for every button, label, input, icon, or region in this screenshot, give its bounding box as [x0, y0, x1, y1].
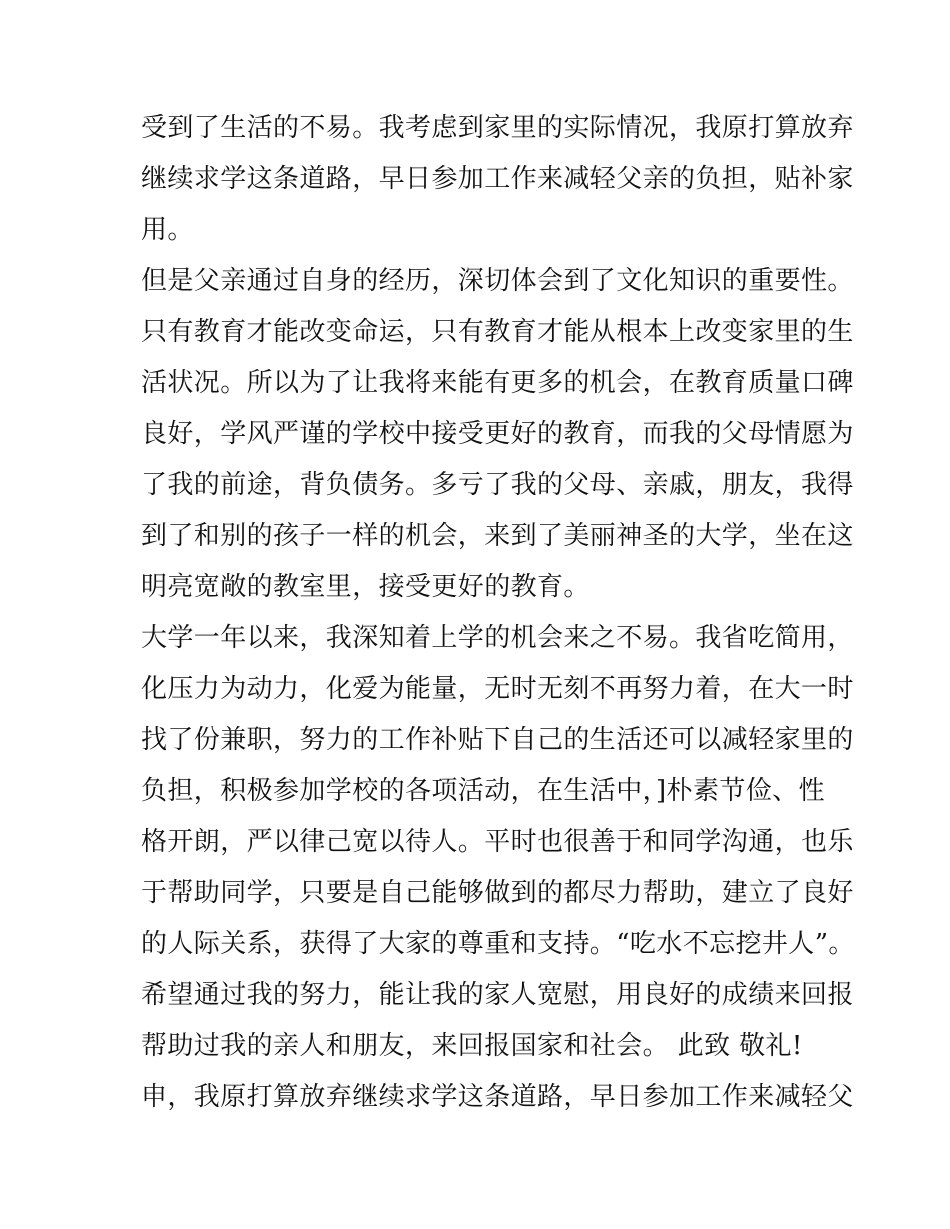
text-line: 活状况。所以为了让我将来能有更多的机会，在教育质量口碑 — [141, 368, 854, 398]
text-line: 申，我原打算放弃继续求学这条道路，早日参加工作来减轻父 — [141, 1082, 854, 1112]
text-line: 帮助过我的亲人和朋友，来回报国家和社会。 此致 敬礼! — [141, 1031, 803, 1061]
text-line: 负担，积极参加学校的各项活动，在生活中，]朴素节俭、性 — [141, 776, 825, 806]
text-line: 继续求学这条道路，早日参加工作来减轻父亲的负担，贴补家 — [141, 164, 854, 194]
text-line: 到了和别的孩子一样的机会，来到了美丽神圣的大学，坐在这 — [141, 521, 854, 551]
text-line: 格开朗，严以律己宽以待人。平时也很善于和同学沟通，也乐 — [141, 827, 854, 857]
text-line: 找了份兼职，努力的工作补贴下自己的生活还可以减轻家里的 — [141, 725, 854, 755]
text-line: 但是父亲通过自身的经历，深切体会到了文化知识的重要性。 — [141, 266, 854, 296]
text-line: 希望通过我的努力，能让我的家人宽慰，用良好的成绩来回报 — [141, 980, 854, 1010]
text-line: 明亮宽敞的教室里，接受更好的教育。 — [141, 572, 590, 602]
text-line: 化压力为动力，化爱为能量，无时无刻不再努力着，在大一时 — [141, 674, 854, 704]
text-line: 只有教育才能改变命运，只有教育才能从根本上改变家里的生 — [141, 317, 854, 347]
body-text — [141, 103, 855, 1123]
text-line: 大学一年以来，我深知着上学的机会来之不易。我省吃简用， — [141, 623, 854, 653]
text-line: 的人际关系，获得了大家的尊重和支持。“吃水不忘挖井人”。 — [141, 929, 855, 959]
text-line: 用。 — [141, 215, 194, 245]
text-line: 受到了生活的不易。我考虑到家里的实际情况，我原打算放弃 — [141, 113, 854, 143]
text-line: 于帮助同学，只要是自己能够做到的都尽力帮助，建立了良好 — [141, 878, 854, 908]
text-line: 良好，学风严谨的学校中接受更好的教育，而我的父母情愿为 — [141, 419, 854, 449]
text-line: 了我的前途，背负债务。多亏了我的父母、亲戚，朋友，我得 — [141, 470, 854, 500]
